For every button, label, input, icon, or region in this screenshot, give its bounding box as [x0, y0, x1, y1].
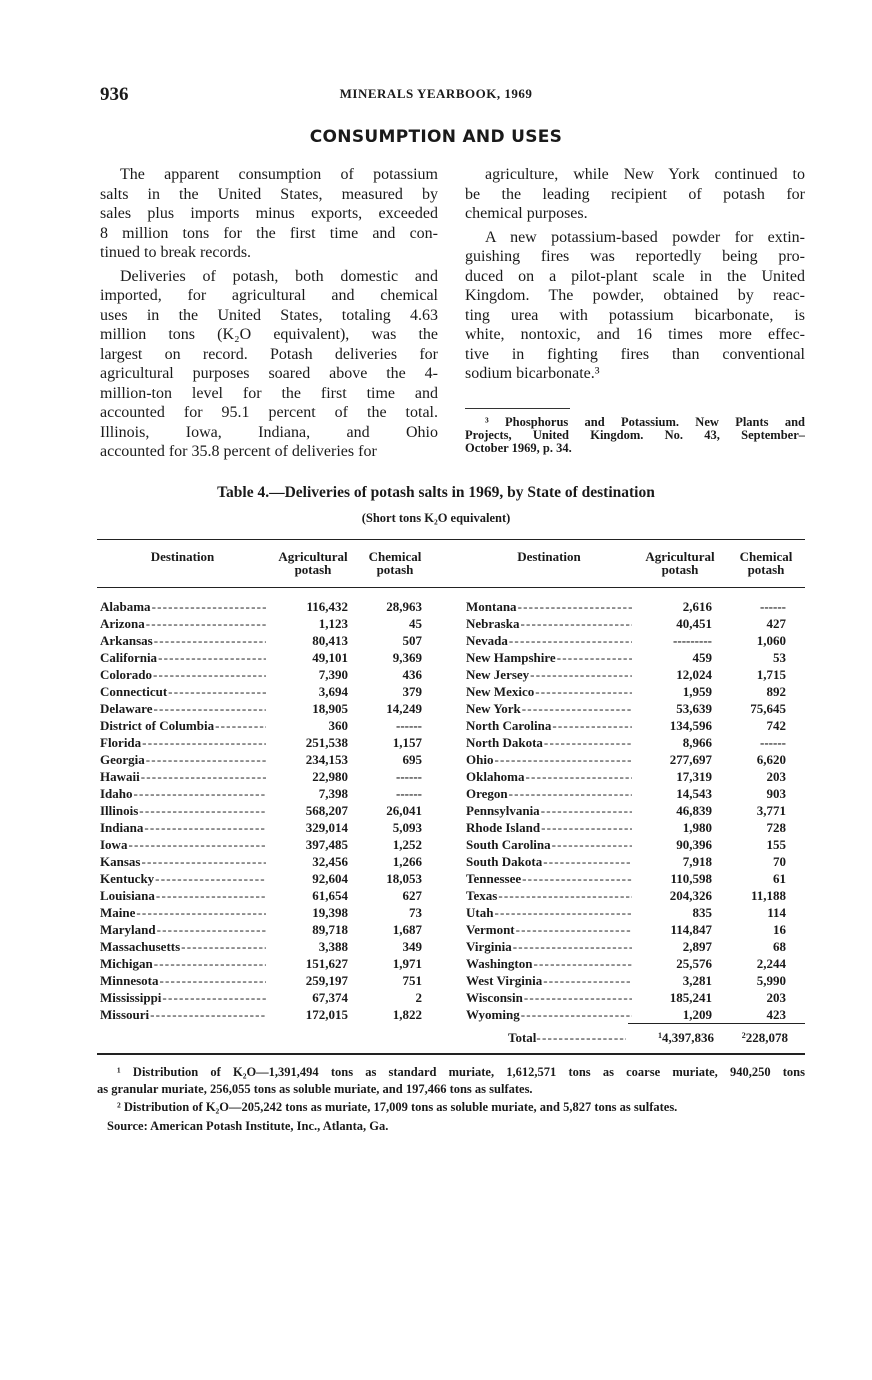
footnote-3	[465, 416, 805, 455]
table-row	[466, 666, 788, 683]
state-name: Hawaii -----	[100, 768, 266, 785]
section-title: CONSUMPTION AND USES	[309, 127, 563, 147]
chemical-value: 2	[415, 990, 422, 1005]
chemical-value: 28,963	[386, 599, 422, 614]
table-row	[466, 819, 788, 836]
chemical-value: 1,687	[392, 922, 422, 937]
state-name: Oklahoma -----	[466, 768, 632, 785]
table-row	[100, 989, 422, 1006]
chemical-value: 1,266	[392, 854, 422, 869]
table-row	[466, 649, 788, 666]
chemical-value: ------	[396, 769, 422, 784]
agricultural-value: 8,966	[682, 735, 712, 750]
state-name: Kentucky -----	[100, 870, 266, 887]
table-footnote-2: ² Distribution of K₂O—205,242 tons as muriate, 17,009 tons as soluble muriate, and 5,827 tons as sulfates.	[117, 1100, 678, 1114]
table-row	[466, 717, 788, 734]
state-name: Nebraska -----	[466, 615, 632, 632]
state-name: Nevada -----	[466, 632, 632, 649]
agricultural-value: 12,024	[676, 667, 712, 682]
text-line: agriculture, while New York continued to	[485, 166, 805, 183]
state-name: New Jersey -----	[466, 666, 632, 683]
state-name: New York -----	[466, 700, 632, 717]
chemical-value: 53	[773, 650, 786, 665]
header-agricultural-left: Agricultural potash	[278, 549, 348, 577]
table-top-rule	[97, 539, 805, 540]
state-name: Wisconsin -----	[466, 989, 632, 1006]
table-row	[466, 853, 788, 870]
chemical-value: 427	[766, 616, 786, 631]
text-line: guishing fires was reportedly being pro-	[465, 248, 805, 265]
state-name: Utah -----	[466, 904, 632, 921]
chemical-value: 70	[773, 854, 786, 869]
agricultural-value: 114,847	[670, 922, 712, 937]
total-label: Total -----	[508, 1030, 626, 1046]
chemical-value: 5,990	[756, 973, 786, 988]
total-chemical: $^2$228,078	[741, 1030, 788, 1045]
text-line: Projects, United Kingdom. No. 43, September–	[465, 429, 805, 442]
table-row	[100, 717, 422, 734]
table-row	[100, 904, 422, 921]
state-name: Arizona -----	[100, 615, 266, 632]
agricultural-value: 204,326	[669, 888, 712, 903]
chemical-value: 3,771	[756, 803, 786, 818]
agricultural-value: 61,654	[312, 888, 348, 903]
agricultural-value: 329,014	[305, 820, 348, 835]
agricultural-value: 1,209	[682, 1007, 712, 1022]
state-name: Vermont -----	[466, 921, 632, 938]
table-row	[466, 989, 788, 1006]
table-rows-right	[466, 598, 788, 1023]
state-name: Alabama -----	[100, 598, 266, 615]
agricultural-value: 14,543	[676, 786, 712, 801]
table-row	[100, 802, 422, 819]
agricultural-value: 1,959	[682, 684, 712, 699]
chemical-value: 203	[766, 990, 786, 1005]
state-name: Pennsylvania -----	[466, 802, 632, 819]
text-line: duced on a pilot-plant scale in the United	[465, 267, 805, 285]
agricultural-value: 32,456	[312, 854, 348, 869]
header-rule	[97, 587, 805, 588]
text-line: million-ton level for the first time and	[100, 384, 438, 402]
text-line: chemical purposes.	[465, 205, 588, 222]
chemical-value: 114	[767, 905, 786, 920]
chemical-value: ------	[760, 599, 786, 614]
table-row	[100, 955, 422, 972]
text-line: white, nontoxic, and 16 times more effec-	[465, 326, 805, 343]
agricultural-value: 459	[692, 650, 712, 665]
table-subtitle: (Short tons K₂O equivalent)	[361, 511, 511, 525]
table-row	[100, 632, 422, 649]
table-rows-left	[100, 598, 422, 1023]
table-row	[466, 802, 788, 819]
agricultural-value: 19,398	[312, 905, 348, 920]
table-row	[100, 615, 422, 632]
text-line: salts in the United States, measured by	[100, 185, 438, 203]
table-row	[466, 1006, 788, 1023]
header-destination-right: Destination	[517, 549, 581, 564]
table-row	[466, 751, 788, 768]
table-row	[100, 887, 422, 904]
text-line: accounted for 35.8 percent of deliveries for	[100, 443, 377, 460]
total-row	[508, 1030, 788, 1046]
left-text-column	[100, 165, 438, 466]
agricultural-value: 92,604	[312, 871, 348, 886]
text-line: uses in the United States, totaling 4.63	[100, 306, 438, 324]
agricultural-value: 18,905	[312, 701, 348, 716]
table-row	[100, 734, 422, 751]
table-row	[466, 921, 788, 938]
agricultural-value: 2,616	[682, 599, 712, 614]
chemical-value: 436	[402, 667, 422, 682]
state-name: Wyoming -----	[466, 1006, 632, 1023]
chemical-value: 627	[402, 888, 422, 903]
agricultural-value: 1,123	[318, 616, 348, 631]
header-chemical-right: Chemical potash	[739, 549, 793, 577]
table-row	[466, 700, 788, 717]
chemical-value: 5,093	[392, 820, 422, 835]
table-bottom-rule	[97, 1053, 805, 1055]
chemical-value: 11,188	[750, 888, 786, 903]
state-name: Georgia -----	[100, 751, 266, 768]
state-name: Maine -----	[100, 904, 266, 921]
text-line: million tons (K₂O equivalent), was the	[100, 326, 438, 343]
table-row	[100, 683, 422, 700]
table-row	[466, 785, 788, 802]
table-row	[466, 938, 788, 955]
state-name: Missouri -----	[100, 1006, 266, 1023]
text-line: ting urea with potassium bicarbonate, is	[465, 306, 805, 324]
chemical-value: 1,252	[392, 837, 422, 852]
right-text-column	[465, 165, 805, 388]
state-name: Texas -----	[466, 887, 632, 904]
state-name: Florida -----	[100, 734, 266, 751]
state-name: Kansas -----	[100, 853, 266, 870]
state-name: New Mexico -----	[466, 683, 632, 700]
text-line: be the leading recipient of potash for	[465, 185, 805, 203]
chemical-value: 68	[773, 939, 786, 954]
agricultural-value: 80,413	[312, 633, 348, 648]
table-row	[100, 819, 422, 836]
header-destination-left: Destination	[150, 549, 215, 564]
text-line: sales plus imports minus exports, exceeded	[100, 205, 438, 222]
agricultural-value: 234,153	[305, 752, 348, 767]
chemical-value: 1,822	[392, 1007, 422, 1022]
table-row	[100, 938, 422, 955]
table-row	[466, 768, 788, 785]
table-row	[466, 632, 788, 649]
text-line: largest on record. Potash deliveries for	[100, 345, 438, 363]
agricultural-value: 397,485	[305, 837, 348, 852]
agricultural-value: 3,388	[318, 939, 348, 954]
agricultural-value: 360	[328, 718, 348, 733]
chemical-value: 61	[773, 871, 786, 886]
text-line: tinued to break records.	[100, 244, 252, 261]
header-chemical-left: Chemical potash	[368, 549, 422, 577]
state-name: Virginia -----	[466, 938, 632, 955]
table-row	[100, 768, 422, 785]
chemical-value: 1,157	[392, 735, 422, 750]
state-name: Maryland -----	[100, 921, 266, 938]
running-head: MINERALS YEARBOOK, 1969	[339, 86, 533, 101]
table-row	[466, 955, 788, 972]
table-row	[466, 683, 788, 700]
table-row	[100, 972, 422, 989]
table-row	[100, 700, 422, 717]
agricultural-value: 25,576	[676, 956, 712, 971]
agricultural-value: 7,390	[318, 667, 348, 682]
table-row	[100, 836, 422, 853]
text-line: ³ Phosphorus and Potassium. New Plants and	[485, 416, 805, 429]
chemical-value: 903	[766, 786, 786, 801]
agricultural-value: 277,697	[669, 752, 712, 767]
paragraph	[465, 228, 805, 384]
chemical-value: 695	[402, 752, 422, 767]
state-name: North Carolina -----	[466, 717, 632, 734]
agricultural-value: 3,281	[682, 973, 712, 988]
state-name: Montana -----	[466, 598, 632, 615]
table-row	[100, 751, 422, 768]
table-row	[100, 598, 422, 615]
agricultural-value: 172,015	[305, 1007, 348, 1022]
chemical-value: 75,645	[750, 701, 786, 716]
agricultural-value: 2,897	[682, 939, 712, 954]
agricultural-value: 40,451	[676, 616, 712, 631]
chemical-value: ------	[760, 735, 786, 750]
chemical-value: 379	[402, 684, 422, 699]
state-name: Louisiana -----	[100, 887, 266, 904]
agricultural-value: 151,627	[305, 956, 348, 971]
state-name: Oregon -----	[466, 785, 632, 802]
chemical-value: 73	[409, 905, 422, 920]
text-line: 8 million tons for the first time and con-	[100, 224, 438, 242]
chemical-value: 16	[773, 922, 786, 937]
text-line: Deliveries of potash, both domestic and	[120, 267, 438, 285]
agricultural-value: 185,241	[669, 990, 712, 1005]
chemical-value: 2,244	[756, 956, 786, 971]
agricultural-value: 259,197	[305, 973, 348, 988]
chemical-value: ------	[396, 718, 422, 733]
table-row	[466, 904, 788, 921]
text-line: accounted for 95.1 percent of the total.	[100, 404, 438, 421]
paragraph	[465, 165, 805, 224]
state-name: Mississippi -----	[100, 989, 266, 1006]
state-name: Ohio -----	[466, 751, 632, 768]
chemical-value: 742	[766, 718, 786, 733]
table-source: Source: American Potash Institute, Inc., Atlanta, Ga.	[107, 1119, 389, 1133]
state-name: Massachusetts -----	[100, 938, 266, 955]
chemical-value: 349	[402, 939, 422, 954]
state-name: Minnesota -----	[100, 972, 266, 989]
state-name: Idaho -----	[100, 785, 266, 802]
state-name: South Carolina -----	[466, 836, 632, 853]
text-line: as granular muriate, 256,055 tons as soluble muriate, and 197,466 tons as sulfates.	[97, 1082, 533, 1096]
chemical-value: 1,715	[756, 667, 786, 682]
state-name: Washington -----	[466, 955, 632, 972]
agricultural-value: ---------	[673, 633, 712, 648]
chemical-value: 1,060	[756, 633, 786, 648]
agricultural-value: 90,396	[676, 837, 712, 852]
table-row	[100, 870, 422, 887]
agricultural-value: 3,694	[318, 684, 348, 699]
table-row	[466, 870, 788, 887]
chemical-value: 9,369	[392, 650, 422, 665]
paragraph	[100, 165, 438, 263]
agricultural-value: 67,374	[312, 990, 348, 1005]
agricultural-value: 251,538	[305, 735, 348, 750]
state-name: Iowa -----	[100, 836, 266, 853]
agricultural-value: 7,398	[318, 786, 348, 801]
text-line: Kingdom. The powder, obtained by reac-	[465, 287, 805, 304]
agricultural-value: 835	[692, 905, 712, 920]
text-line: A new potassium-based powder for extin-	[485, 228, 805, 246]
footnote-ref-2: 2	[741, 1031, 746, 1040]
chemical-value: ------	[396, 786, 422, 801]
text-line: The apparent consumption of potassium	[120, 166, 438, 183]
table-row	[100, 649, 422, 666]
state-name: Delaware -----	[100, 700, 266, 717]
chemical-value: 423	[766, 1007, 786, 1022]
table-title: Table 4.—Deliveries of potash salts in 1969, by State of destination	[217, 484, 655, 501]
agricultural-value: 134,596	[669, 718, 712, 733]
state-name: West Virginia -----	[466, 972, 632, 989]
agricultural-value: 17,319	[676, 769, 712, 784]
agricultural-value: 89,718	[312, 922, 348, 937]
header-agricultural-right: Agricultural potash	[645, 549, 715, 577]
chemical-value: 45	[409, 616, 422, 631]
state-name: Connecticut -----	[100, 683, 266, 700]
table-row	[100, 785, 422, 802]
total-rule	[628, 1023, 805, 1024]
chemical-value: 14,249	[386, 701, 422, 716]
state-name: Tennessee -----	[466, 870, 632, 887]
state-name: California -----	[100, 649, 266, 666]
chemical-value: 892	[766, 684, 786, 699]
table-row	[466, 598, 788, 615]
agricultural-value: 568,207	[305, 803, 348, 818]
table-row	[466, 734, 788, 751]
state-name: Arkansas -----	[100, 632, 266, 649]
page-number: 936	[100, 84, 129, 105]
paragraph	[100, 267, 438, 462]
state-name: District of Columbia -----	[100, 717, 266, 734]
table-row	[466, 972, 788, 989]
footnote-ref-1: 1	[658, 1031, 662, 1040]
footnote-divider	[465, 408, 570, 409]
chemical-value: 507	[402, 633, 422, 648]
table-row	[466, 836, 788, 853]
chemical-value: 203	[766, 769, 786, 784]
chemical-value: 1,971	[392, 956, 422, 971]
text-line: ¹ Distribution of K₂O—1,391,494 tons as standard muriate, 1,612,571 tons as coarse muriate, 940,250 tons	[117, 1065, 805, 1079]
agricultural-value: 110,598	[670, 871, 712, 886]
chemical-value: 18,053	[386, 871, 422, 886]
table-row	[100, 1006, 422, 1023]
table-row	[100, 666, 422, 683]
chemical-value: 26,041	[386, 803, 422, 818]
agricultural-value: 46,839	[676, 803, 712, 818]
agricultural-value: 53,639	[676, 701, 712, 716]
agricultural-value: 1,980	[682, 820, 712, 835]
table-row	[466, 887, 788, 904]
table-footnote-1	[97, 1064, 805, 1098]
agricultural-value: 49,101	[312, 650, 348, 665]
chemical-value: 6,620	[756, 752, 786, 767]
state-name: North Dakota -----	[466, 734, 632, 751]
agricultural-value: 22,980	[312, 769, 348, 784]
table-row	[466, 615, 788, 632]
text-line: sodium bicarbonate.³	[465, 365, 600, 382]
state-name: Michigan -----	[100, 955, 266, 972]
text-line: imported, for agricultural and chemical	[100, 287, 438, 304]
table-row	[100, 921, 422, 938]
state-name: Illinois -----	[100, 802, 266, 819]
text-line: October 1969, p. 34.	[465, 442, 572, 455]
chemical-value: 751	[402, 973, 422, 988]
state-name: Colorado -----	[100, 666, 266, 683]
chemical-value: 155	[766, 837, 786, 852]
text-line: agricultural purposes soared above the 4-	[100, 365, 438, 382]
total-agricultural: $^1$4,397,836	[658, 1030, 714, 1045]
agricultural-value: 7,918	[682, 854, 712, 869]
state-name: South Dakota -----	[466, 853, 632, 870]
agricultural-value: 116,432	[306, 599, 348, 614]
text-line: tive in fighting fires than conventional	[465, 345, 805, 363]
state-name: Indiana -----	[100, 819, 266, 836]
table-row	[100, 853, 422, 870]
state-name: Rhode Island -----	[466, 819, 632, 836]
text-line: Illinois, Iowa, Indiana, and Ohio	[100, 423, 438, 441]
state-name: New Hampshire -----	[466, 649, 632, 666]
chemical-value: 728	[766, 820, 786, 835]
